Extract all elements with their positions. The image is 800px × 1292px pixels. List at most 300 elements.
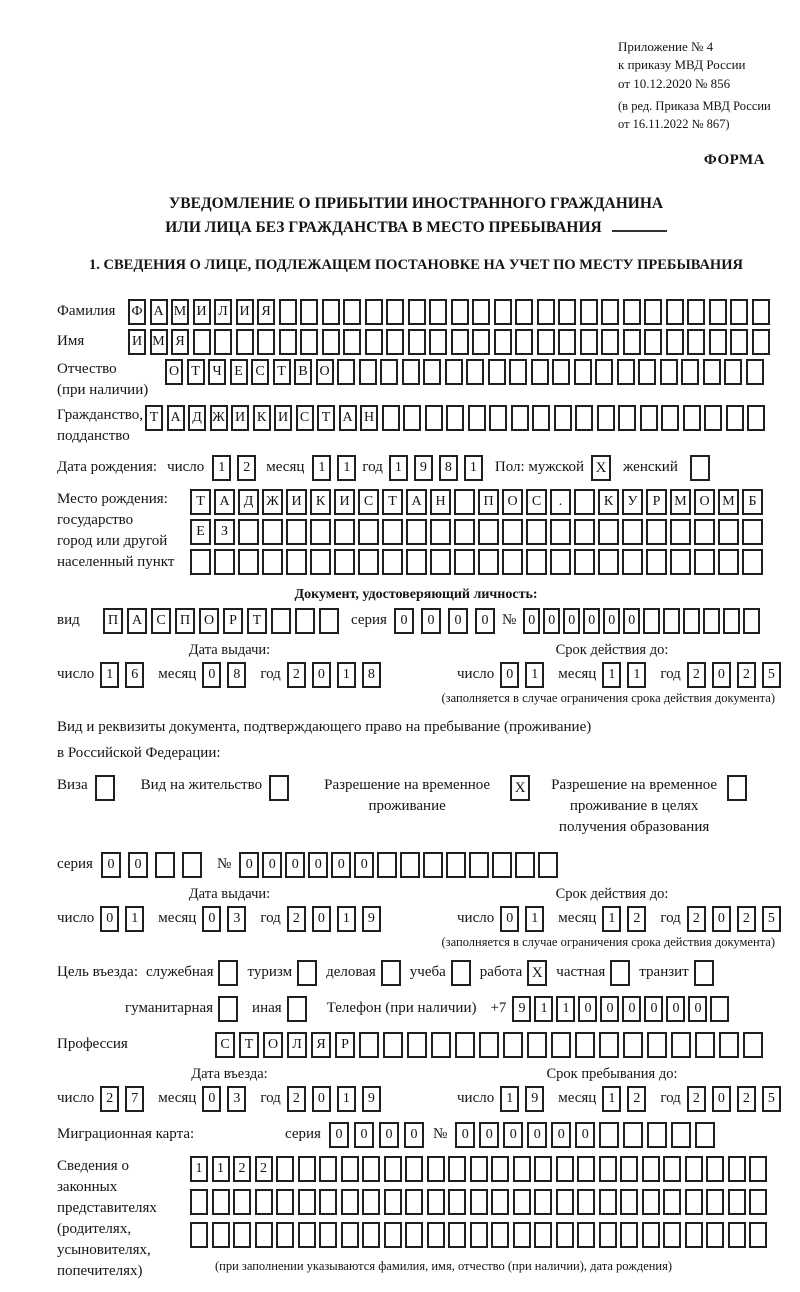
char-box[interactable] — [479, 1032, 499, 1058]
char-box[interactable]: 0 — [575, 1122, 595, 1148]
char-box[interactable] — [403, 405, 421, 431]
char-box[interactable] — [706, 1222, 724, 1248]
char-box[interactable]: У — [622, 489, 643, 515]
char-box[interactable] — [359, 1032, 379, 1058]
char-box[interactable] — [382, 405, 400, 431]
char-box[interactable] — [405, 1189, 423, 1215]
char-box[interactable]: 0 — [312, 1086, 331, 1112]
char-box[interactable] — [341, 1222, 359, 1248]
char-box[interactable] — [597, 405, 615, 431]
char-box[interactable] — [400, 852, 420, 878]
char-box[interactable]: 1 — [627, 662, 646, 688]
char-box[interactable] — [190, 1222, 208, 1248]
char-box[interactable]: М — [150, 329, 168, 355]
char-box[interactable] — [468, 405, 486, 431]
char-box[interactable] — [577, 1156, 595, 1182]
char-box[interactable]: 1 — [212, 1156, 230, 1182]
char-box[interactable] — [552, 359, 570, 385]
char-box[interactable] — [580, 329, 598, 355]
char-box[interactable] — [511, 405, 529, 431]
char-box[interactable] — [190, 1189, 208, 1215]
char-box[interactable] — [319, 608, 339, 634]
char-box[interactable] — [262, 549, 283, 575]
char-box[interactable]: 2 — [287, 662, 306, 688]
char-box[interactable] — [384, 1156, 402, 1182]
char-box[interactable] — [509, 359, 527, 385]
char-box[interactable]: 5 — [762, 1086, 781, 1112]
char-box[interactable]: И — [128, 329, 146, 355]
char-box[interactable] — [343, 329, 361, 355]
char-box[interactable]: О — [165, 359, 183, 385]
char-box[interactable]: 0 — [551, 1122, 571, 1148]
char-box[interactable] — [746, 359, 764, 385]
char-box[interactable]: Е — [190, 519, 211, 545]
char-box[interactable] — [295, 608, 315, 634]
char-box[interactable]: Т — [382, 489, 403, 515]
char-box[interactable]: 0 — [379, 1122, 399, 1148]
char-box[interactable] — [526, 549, 547, 575]
char-box[interactable]: 1 — [464, 455, 483, 481]
char-box[interactable]: 0 — [329, 1122, 349, 1148]
char-box[interactable] — [193, 329, 211, 355]
char-box[interactable]: 0 — [331, 852, 351, 878]
char-box[interactable] — [384, 1189, 402, 1215]
char-box[interactable] — [695, 1032, 715, 1058]
char-box[interactable]: 1 — [337, 1086, 356, 1112]
char-box[interactable]: К — [598, 489, 619, 515]
char-box[interactable] — [322, 329, 340, 355]
char-box[interactable]: 0 — [623, 608, 640, 634]
char-box[interactable] — [574, 519, 595, 545]
char-box[interactable] — [703, 359, 721, 385]
char-box[interactable] — [276, 1222, 294, 1248]
char-box[interactable] — [685, 1156, 703, 1182]
char-box[interactable] — [534, 1222, 552, 1248]
char-box[interactable] — [749, 1189, 767, 1215]
char-box[interactable] — [752, 329, 770, 355]
char-box[interactable] — [503, 1032, 523, 1058]
char-box[interactable] — [687, 329, 705, 355]
char-box[interactable]: С — [151, 608, 171, 634]
char-box[interactable] — [470, 1156, 488, 1182]
char-box[interactable]: Т — [190, 489, 211, 515]
char-box[interactable]: 2 — [100, 1086, 119, 1112]
purpose-study-checkbox[interactable] — [451, 960, 471, 986]
purpose-official-checkbox[interactable] — [218, 960, 238, 986]
char-box[interactable]: М — [171, 299, 189, 325]
char-box[interactable]: 0 — [354, 1122, 374, 1148]
char-box[interactable]: 1 — [525, 906, 544, 932]
char-box[interactable] — [670, 519, 691, 545]
char-box[interactable] — [214, 329, 232, 355]
char-box[interactable] — [358, 519, 379, 545]
char-box[interactable] — [622, 519, 643, 545]
char-box[interactable]: 1 — [525, 662, 544, 688]
char-box[interactable]: О — [199, 608, 219, 634]
char-box[interactable] — [575, 1032, 595, 1058]
char-box[interactable]: К — [253, 405, 271, 431]
char-box[interactable] — [491, 1222, 509, 1248]
char-box[interactable] — [257, 329, 275, 355]
char-box[interactable]: Р — [646, 489, 667, 515]
char-box[interactable]: 1 — [212, 455, 231, 481]
char-box[interactable] — [532, 405, 550, 431]
char-box[interactable]: 2 — [687, 1086, 706, 1112]
char-box[interactable] — [494, 299, 512, 325]
char-box[interactable]: Н — [430, 489, 451, 515]
char-box[interactable]: 0 — [644, 996, 663, 1022]
char-box[interactable] — [575, 405, 593, 431]
char-box[interactable] — [286, 549, 307, 575]
char-box[interactable] — [663, 1156, 681, 1182]
char-box[interactable] — [752, 299, 770, 325]
char-box[interactable] — [538, 852, 558, 878]
char-box[interactable] — [666, 329, 684, 355]
char-box[interactable] — [526, 519, 547, 545]
char-box[interactable]: Ж — [210, 405, 228, 431]
char-box[interactable] — [233, 1222, 251, 1248]
char-box[interactable]: Т — [247, 608, 267, 634]
char-box[interactable]: 9 — [414, 455, 433, 481]
char-box[interactable] — [556, 1189, 574, 1215]
char-box[interactable]: . — [550, 489, 571, 515]
char-box[interactable] — [472, 329, 490, 355]
purpose-work-checkbox[interactable]: X — [527, 960, 547, 986]
char-box[interactable] — [405, 1222, 423, 1248]
char-box[interactable] — [298, 1156, 316, 1182]
char-box[interactable] — [749, 1222, 767, 1248]
char-box[interactable] — [454, 549, 475, 575]
char-box[interactable] — [599, 1189, 617, 1215]
char-box[interactable]: 2 — [687, 906, 706, 932]
purpose-other-checkbox[interactable] — [287, 996, 307, 1022]
char-box[interactable] — [384, 1222, 402, 1248]
char-box[interactable] — [489, 405, 507, 431]
char-box[interactable] — [431, 1032, 451, 1058]
char-box[interactable]: 0 — [262, 852, 282, 878]
char-box[interactable]: 2 — [737, 1086, 756, 1112]
char-box[interactable]: 0 — [603, 608, 620, 634]
char-box[interactable]: 0 — [600, 996, 619, 1022]
char-box[interactable]: 2 — [287, 1086, 306, 1112]
char-box[interactable]: Е — [230, 359, 248, 385]
char-box[interactable] — [319, 1222, 337, 1248]
char-box[interactable]: 0 — [421, 608, 441, 634]
char-box[interactable]: Т — [187, 359, 205, 385]
char-box[interactable]: Н — [360, 405, 378, 431]
char-box[interactable] — [558, 299, 576, 325]
char-box[interactable] — [695, 1122, 715, 1148]
char-box[interactable] — [212, 1189, 230, 1215]
char-box[interactable] — [377, 852, 397, 878]
char-box[interactable] — [747, 405, 765, 431]
char-box[interactable] — [620, 1189, 638, 1215]
char-box[interactable]: 0 — [101, 852, 121, 878]
char-box[interactable]: И — [231, 405, 249, 431]
char-box[interactable] — [334, 519, 355, 545]
char-box[interactable] — [429, 329, 447, 355]
char-box[interactable] — [531, 359, 549, 385]
char-box[interactable]: С — [296, 405, 314, 431]
char-box[interactable]: 1 — [337, 662, 356, 688]
char-box[interactable] — [478, 549, 499, 575]
char-box[interactable]: 3 — [227, 1086, 246, 1112]
char-box[interactable] — [406, 549, 427, 575]
char-box[interactable] — [276, 1189, 294, 1215]
char-box[interactable] — [365, 299, 383, 325]
char-box[interactable] — [730, 329, 748, 355]
char-box[interactable] — [155, 852, 175, 878]
char-box[interactable]: И — [236, 299, 254, 325]
char-box[interactable]: А — [406, 489, 427, 515]
purpose-tourism-checkbox[interactable] — [297, 960, 317, 986]
char-box[interactable]: 1 — [556, 996, 575, 1022]
char-box[interactable]: 0 — [202, 906, 221, 932]
char-box[interactable]: 1 — [602, 1086, 621, 1112]
char-box[interactable] — [334, 549, 355, 575]
char-box[interactable] — [527, 1032, 547, 1058]
char-box[interactable]: 9 — [362, 906, 381, 932]
char-box[interactable]: 0 — [503, 1122, 523, 1148]
char-box[interactable] — [537, 299, 555, 325]
char-box[interactable] — [310, 549, 331, 575]
char-box[interactable]: 0 — [712, 662, 731, 688]
char-box[interactable] — [718, 549, 739, 575]
char-box[interactable] — [683, 608, 700, 634]
char-box[interactable] — [319, 1189, 337, 1215]
char-box[interactable] — [362, 1189, 380, 1215]
char-box[interactable]: Л — [287, 1032, 307, 1058]
char-box[interactable] — [382, 549, 403, 575]
char-box[interactable] — [710, 996, 729, 1022]
char-box[interactable] — [276, 1156, 294, 1182]
char-box[interactable] — [728, 1156, 746, 1182]
char-box[interactable] — [382, 519, 403, 545]
char-box[interactable] — [271, 608, 291, 634]
char-box[interactable] — [405, 1156, 423, 1182]
char-box[interactable]: 1 — [389, 455, 408, 481]
char-box[interactable] — [723, 608, 740, 634]
char-box[interactable]: 0 — [202, 1086, 221, 1112]
char-box[interactable] — [466, 359, 484, 385]
char-box[interactable] — [279, 299, 297, 325]
char-box[interactable] — [515, 852, 535, 878]
char-box[interactable] — [642, 1156, 660, 1182]
char-box[interactable] — [358, 549, 379, 575]
char-box[interactable]: 0 — [500, 662, 519, 688]
char-box[interactable]: А — [339, 405, 357, 431]
char-box[interactable] — [478, 519, 499, 545]
char-box[interactable]: 2 — [255, 1156, 273, 1182]
char-box[interactable] — [430, 549, 451, 575]
char-box[interactable] — [341, 1189, 359, 1215]
char-box[interactable] — [380, 359, 398, 385]
char-box[interactable] — [730, 299, 748, 325]
char-box[interactable]: А — [150, 299, 168, 325]
char-box[interactable]: И — [334, 489, 355, 515]
char-box[interactable] — [709, 299, 727, 325]
char-box[interactable] — [623, 1032, 643, 1058]
char-box[interactable] — [644, 329, 662, 355]
char-box[interactable]: М — [670, 489, 691, 515]
char-box[interactable]: О — [263, 1032, 283, 1058]
char-box[interactable] — [558, 329, 576, 355]
char-box[interactable]: 0 — [523, 608, 540, 634]
char-box[interactable] — [448, 1156, 466, 1182]
char-box[interactable] — [427, 1189, 445, 1215]
char-box[interactable]: 1 — [100, 662, 119, 688]
char-box[interactable] — [685, 1222, 703, 1248]
char-box[interactable] — [300, 299, 318, 325]
char-box[interactable]: 0 — [688, 996, 707, 1022]
char-box[interactable] — [574, 359, 592, 385]
char-box[interactable] — [212, 1222, 230, 1248]
char-box[interactable]: 2 — [737, 906, 756, 932]
char-box[interactable]: 1 — [337, 906, 356, 932]
char-box[interactable]: 2 — [237, 455, 256, 481]
char-box[interactable]: Я — [257, 299, 275, 325]
char-box[interactable] — [513, 1222, 531, 1248]
char-box[interactable] — [709, 329, 727, 355]
char-box[interactable]: 0 — [404, 1122, 424, 1148]
char-box[interactable]: 8 — [439, 455, 458, 481]
char-box[interactable] — [238, 549, 259, 575]
char-box[interactable] — [472, 299, 490, 325]
char-box[interactable] — [620, 1222, 638, 1248]
char-box[interactable] — [406, 519, 427, 545]
char-box[interactable] — [574, 549, 595, 575]
char-box[interactable] — [515, 299, 533, 325]
char-box[interactable]: З — [214, 519, 235, 545]
char-box[interactable] — [365, 329, 383, 355]
char-box[interactable] — [494, 329, 512, 355]
char-box[interactable]: П — [478, 489, 499, 515]
char-box[interactable] — [599, 1156, 617, 1182]
char-box[interactable] — [623, 299, 641, 325]
char-box[interactable]: 3 — [227, 906, 246, 932]
char-box[interactable]: 0 — [128, 852, 148, 878]
char-box[interactable]: Ж — [262, 489, 283, 515]
char-box[interactable]: 0 — [285, 852, 305, 878]
char-box[interactable] — [666, 299, 684, 325]
char-box[interactable]: О — [316, 359, 334, 385]
char-box[interactable]: 9 — [512, 996, 531, 1022]
char-box[interactable] — [728, 1222, 746, 1248]
purpose-private-checkbox[interactable] — [610, 960, 630, 986]
char-box[interactable] — [640, 405, 658, 431]
char-box[interactable]: О — [502, 489, 523, 515]
char-box[interactable] — [470, 1222, 488, 1248]
char-box[interactable] — [386, 329, 404, 355]
purpose-humanitarian-checkbox[interactable] — [218, 996, 238, 1022]
char-box[interactable] — [534, 1189, 552, 1215]
char-box[interactable]: 1 — [602, 662, 621, 688]
char-box[interactable] — [448, 1189, 466, 1215]
char-box[interactable]: Т — [273, 359, 291, 385]
char-box[interactable]: 0 — [354, 852, 374, 878]
char-box[interactable]: 0 — [312, 906, 331, 932]
char-box[interactable]: Я — [311, 1032, 331, 1058]
char-box[interactable]: В — [294, 359, 312, 385]
char-box[interactable] — [407, 1032, 427, 1058]
char-box[interactable]: 0 — [583, 608, 600, 634]
gender-male-checkbox[interactable]: X — [591, 455, 611, 481]
char-box[interactable] — [236, 329, 254, 355]
char-box[interactable]: 2 — [737, 662, 756, 688]
char-box[interactable] — [706, 1189, 724, 1215]
char-box[interactable] — [343, 299, 361, 325]
char-box[interactable]: Л — [214, 299, 232, 325]
char-box[interactable] — [454, 519, 475, 545]
char-box[interactable]: С — [526, 489, 547, 515]
char-box[interactable] — [704, 405, 722, 431]
char-box[interactable] — [300, 329, 318, 355]
char-box[interactable]: С — [251, 359, 269, 385]
char-box[interactable]: 1 — [534, 996, 553, 1022]
char-box[interactable] — [310, 519, 331, 545]
char-box[interactable] — [556, 1222, 574, 1248]
char-box[interactable]: И — [274, 405, 292, 431]
char-box[interactable] — [469, 852, 489, 878]
char-box[interactable] — [182, 852, 202, 878]
char-box[interactable] — [491, 1156, 509, 1182]
char-box[interactable] — [427, 1222, 445, 1248]
char-box[interactable] — [550, 519, 571, 545]
char-box[interactable] — [550, 549, 571, 575]
purpose-transit-checkbox[interactable] — [694, 960, 714, 986]
char-box[interactable] — [706, 1156, 724, 1182]
char-box[interactable] — [513, 1189, 531, 1215]
char-box[interactable]: М — [718, 489, 739, 515]
char-box[interactable] — [423, 359, 441, 385]
char-box[interactable] — [742, 519, 763, 545]
char-box[interactable] — [319, 1156, 337, 1182]
char-box[interactable]: С — [215, 1032, 235, 1058]
char-box[interactable] — [647, 1122, 667, 1148]
purpose-business-checkbox[interactable] — [381, 960, 401, 986]
char-box[interactable] — [359, 359, 377, 385]
char-box[interactable]: 8 — [362, 662, 381, 688]
char-box[interactable] — [574, 489, 595, 515]
char-box[interactable] — [687, 299, 705, 325]
char-box[interactable] — [623, 1122, 643, 1148]
char-box[interactable] — [743, 1032, 763, 1058]
char-box[interactable] — [663, 1222, 681, 1248]
char-box[interactable]: 2 — [233, 1156, 251, 1182]
char-box[interactable] — [445, 359, 463, 385]
char-box[interactable]: 0 — [455, 1122, 475, 1148]
char-box[interactable] — [402, 359, 420, 385]
char-box[interactable]: 8 — [227, 662, 246, 688]
char-box[interactable]: 0 — [394, 608, 414, 634]
char-box[interactable]: Я — [171, 329, 189, 355]
char-box[interactable]: А — [127, 608, 147, 634]
char-box[interactable]: 2 — [627, 1086, 646, 1112]
char-box[interactable] — [647, 1032, 667, 1058]
char-box[interactable] — [454, 489, 475, 515]
char-box[interactable] — [262, 519, 283, 545]
char-box[interactable]: И — [193, 299, 211, 325]
char-box[interactable]: 0 — [563, 608, 580, 634]
char-box[interactable] — [429, 299, 447, 325]
char-box[interactable] — [724, 359, 742, 385]
char-box[interactable] — [430, 519, 451, 545]
char-box[interactable] — [599, 1222, 617, 1248]
char-box[interactable] — [623, 329, 641, 355]
char-box[interactable]: Р — [335, 1032, 355, 1058]
char-box[interactable] — [577, 1189, 595, 1215]
char-box[interactable] — [617, 359, 635, 385]
